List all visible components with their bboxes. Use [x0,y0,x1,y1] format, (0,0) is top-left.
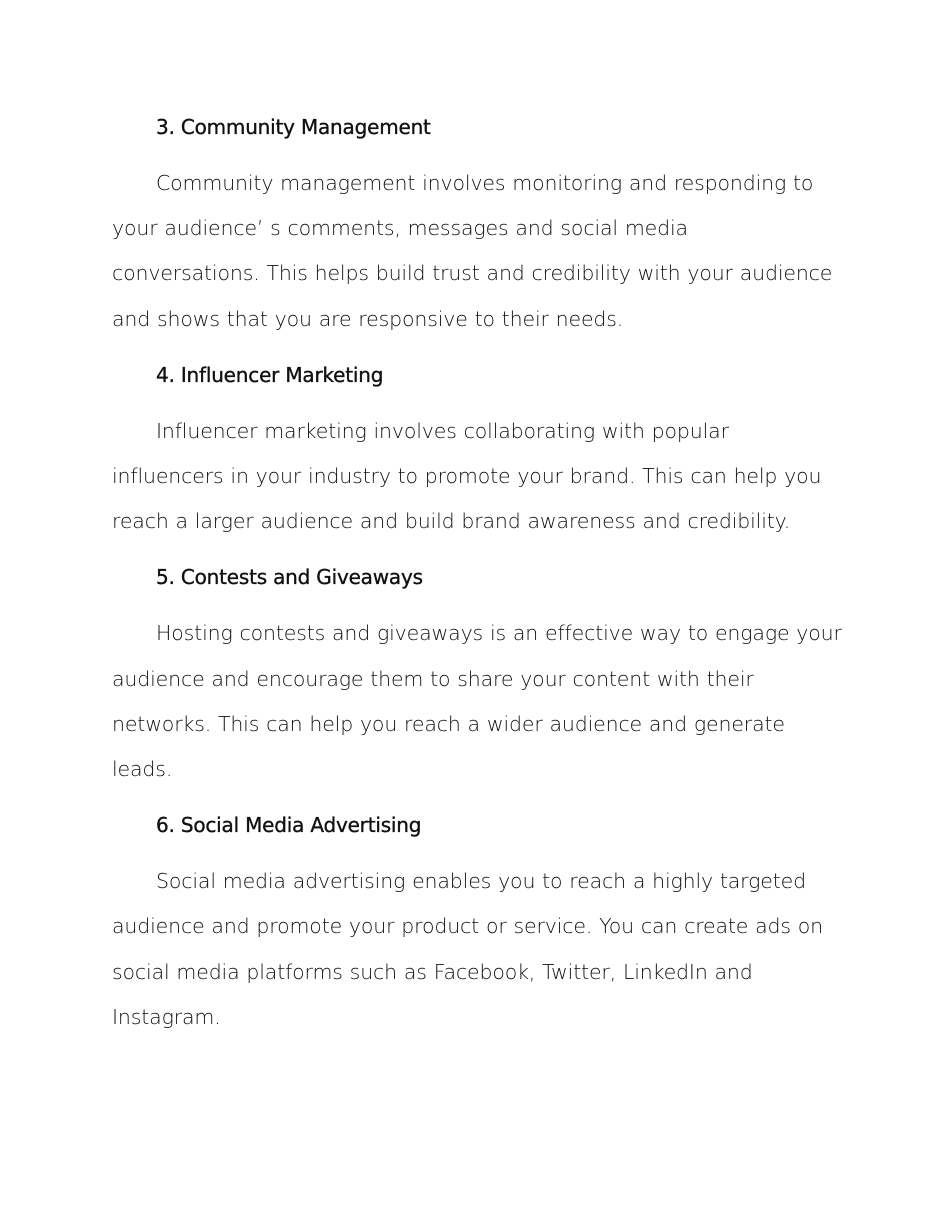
section-paragraph: Social media advertising enables you to reach a highly targeted audience and promote your product or service. You can create ads on social media platforms such as Facebook, Twitter, LinkedIn and Instagram. [112,869,824,1029]
section-heading: 4. Influencer Marketing [156,362,384,387]
section-paragraph: Community management involves monitoring and responding to your audience’ s comments, messages and social media conversations. This helps build trust and credibility with your audience and shows that you are responsive to their needs. [112,171,833,331]
section-influencer-marketing [112,358,842,545]
section-paragraph: Influencer marketing involves collaborating with popular influencers in your industry to promote your brand. This can help you reach a larger audience and build brand awareness and credibility. [112,418,822,534]
section-paragraph: Hosting contests and giveaways is an effective way to engage your audience and encourage them to share your content with their networks. This can help you reach a wider audience and generate leads. [112,621,842,782]
section-community-management [112,110,842,342]
section-social-media-advertising [112,808,842,1040]
section-heading: 5. Contests and Giveaways [156,565,423,590]
document-content [112,110,842,1040]
section-contests-and-giveaways [112,560,842,792]
section-heading: 3. Community Management [156,115,431,139]
section-heading: 6. Social Media Advertising [156,813,422,838]
